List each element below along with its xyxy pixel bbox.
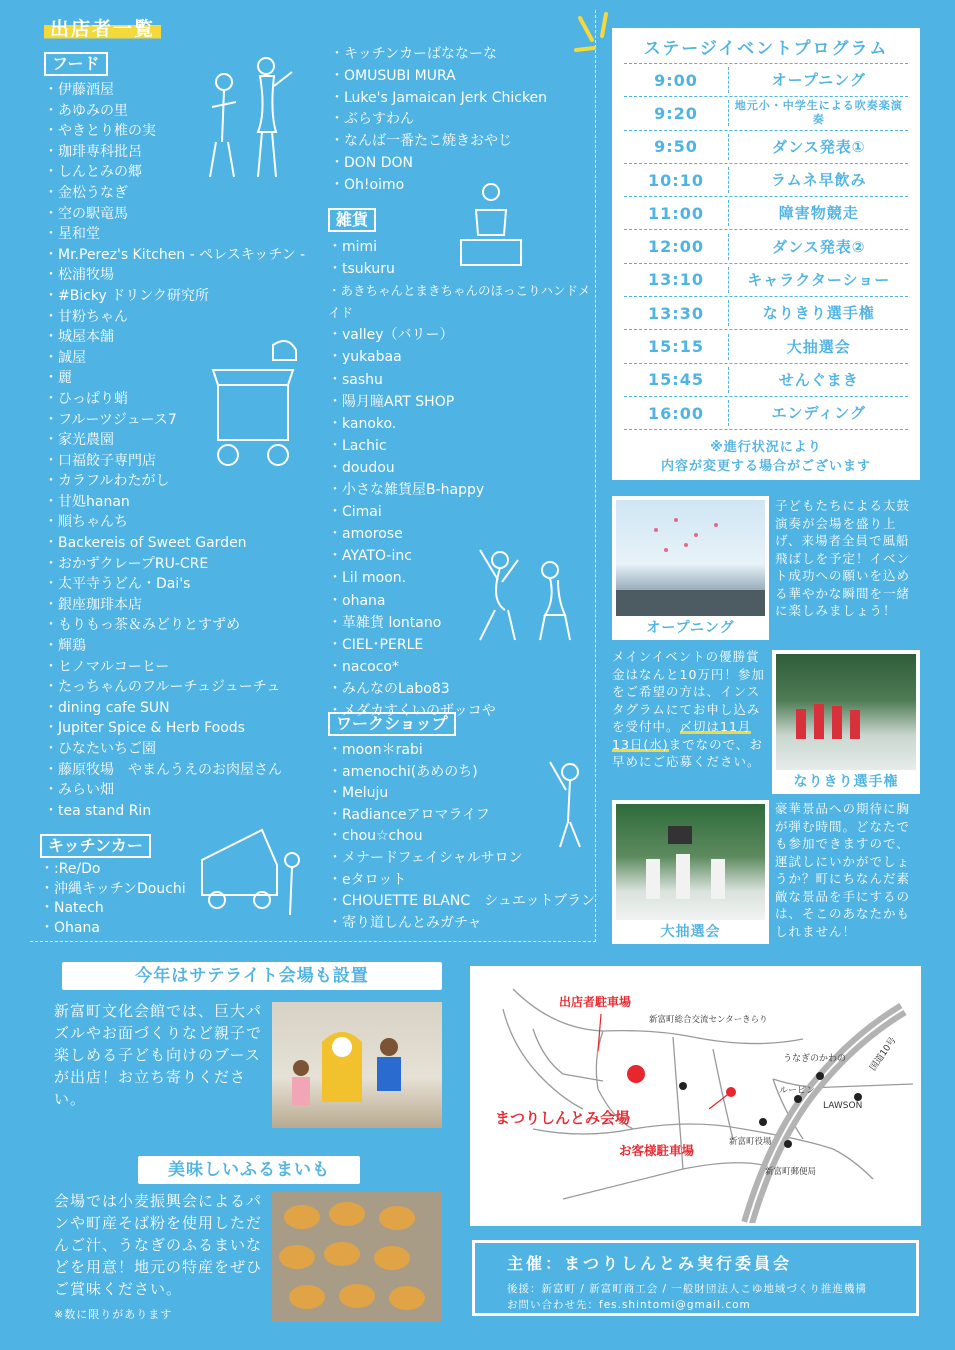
vendor-item: ・ カラフルわたがし [44, 471, 334, 492]
map-lupin: ルーピン [779, 1086, 816, 1096]
program-name: ラムネ早飲み [770, 171, 867, 190]
vendor-item: ・ Cimai [328, 501, 598, 523]
program-name: ダンス発表② [772, 237, 866, 256]
vendor-item: ・ yukabaa [328, 346, 598, 368]
vendor-item: ・ ぶらすわん [330, 109, 600, 131]
kitchencar-label: キッチンカー [40, 834, 151, 858]
vendor-item: ・ Oh!oimo [330, 175, 600, 197]
map-vendor-parking: 出店者駐車場 [559, 995, 632, 1009]
vendor-item: ・ 輝鶏 [44, 636, 334, 657]
lottery-text: 豪華景品への期待に胸が弾む時間。どなたでも参加できますので、運試しにいかがでしょうか？町にちなんだ素敵な景品を手にするのは、そこのあなたかもしれません！ [775, 801, 911, 939]
satellite-banner: 今年はサテライト会場も設置 [62, 962, 442, 990]
program-time: 13:10 [648, 270, 704, 290]
vendor-item: ・ ヒノマルコーヒー [44, 657, 334, 678]
vendor-item: ・ 伊藤酒屋 [44, 80, 334, 101]
vendor-item: ・ 甘粉ちゃん [44, 307, 334, 328]
vendor-item: ・ もりもっ茶＆みどりとすずめ [44, 615, 334, 636]
vendor-item: ・ 松浦牧場 [44, 265, 334, 286]
vendor-item: ・ eタロット [328, 870, 598, 892]
narikiri-photo-card [772, 650, 920, 794]
vendor-item: ・ mimi [328, 236, 598, 258]
program-table [624, 63, 908, 430]
vendor-item: ・ Natech [40, 899, 330, 919]
narikiri-photo [776, 654, 916, 770]
lottery-caption: 大抽選会 [660, 924, 721, 940]
venue-map [470, 966, 921, 1226]
deadline-text: 〆切は11月13日(水) [612, 719, 752, 752]
vendor-item: ・ amorose [328, 523, 598, 545]
map-lawson: LAWSON [823, 1101, 863, 1111]
vendor-item: ・ Meluju [328, 783, 598, 805]
vendor-item: ・ Lil moon. [328, 567, 598, 589]
vendor-item: ・ たっちゃんのフルーチュジューチュ [44, 677, 334, 698]
opening-caption: オープニング [646, 620, 735, 636]
program-row [624, 264, 908, 297]
vendor-item: ・ 陽月瞳ART SHOP [328, 391, 598, 413]
stage-program [612, 28, 920, 480]
vendor-item: ・ あきちゃんとまきちゃんのほっこりハンドメイド [328, 280, 598, 324]
vendor-item: ・ dining cafe SUN [44, 698, 334, 719]
food-label: フード [44, 52, 108, 76]
program-row [624, 364, 908, 397]
vendor-item: ・ 誠屋 [44, 348, 334, 369]
program-row [624, 131, 908, 164]
vendor-item: ・ 珈琲専科批呂 [44, 142, 334, 163]
program-time: 15:15 [648, 337, 704, 357]
program-time: 12:00 [648, 237, 704, 257]
organizer-support: 後援：新富町 / 新富町商工会 / 一般財団法人こゆ地域づくり推進機構 [507, 1283, 867, 1295]
vendor-item: ・ kanoko. [328, 413, 598, 435]
program-note: ※進行状況により 内容が変更する場合がございます [660, 440, 871, 475]
vendor-item: ・ :Re/Do [40, 860, 330, 880]
venue-marker [627, 1065, 645, 1083]
food2-list [330, 44, 600, 197]
vendor-item: ・ Radianceアロマライフ [328, 805, 598, 827]
vendor-item: ・ nacoco* [328, 656, 598, 678]
tasting-banner: 美味しいふるまいも [138, 1156, 360, 1184]
program-time: 9:20 [654, 103, 698, 123]
stage-title: ステージイベントプログラム [643, 39, 889, 59]
narikiri-caption: なりきり選手権 [793, 774, 899, 790]
program-name: 地元小・中学生による吹奏楽演奏 [734, 99, 903, 127]
vendor-item: ・ Luke's Jamaican Jerk Chicken [330, 88, 600, 110]
map-guest-parking: お客様駐車場 [619, 1143, 695, 1158]
vendor-item: ・ 金松うなぎ [44, 183, 334, 204]
vendor-item: ・ #Bicky ドリンク研究所 [44, 286, 334, 307]
program-row [624, 230, 908, 263]
program-name: エンディング [771, 404, 866, 423]
program-time: 16:00 [648, 403, 704, 423]
vendor-item: ・ 銀座珈琲本店 [44, 595, 334, 616]
dancers-illustration [470, 540, 580, 650]
map-postoffice: 新富町郵便局 [765, 1167, 817, 1177]
vendor-item: ・ 麗 [44, 368, 334, 389]
vendor-item: ・ 寄り道しんとみガチャ [328, 913, 598, 935]
vendor-item: ・ 空の駅竜馬 [44, 204, 334, 225]
vendor-heading: 出店者一覧 [44, 14, 161, 41]
program-row [624, 397, 908, 430]
vendor-item: ・ やきとり椎の実 [44, 121, 334, 142]
vendor-item: ・ 家光農園 [44, 430, 334, 451]
lottery-photo [616, 804, 765, 920]
satellite-photo [272, 1002, 442, 1128]
program-row [624, 197, 908, 230]
tasting-photo [272, 1192, 442, 1322]
narikiri-text: メインイベントの優勝賞金はなんと10万円！参加をご希望の方は、インスタグラムにてお申し込みを受付中。〆切は11月13日(水)までなので、お早めにご応募ください。 [612, 649, 765, 769]
food2-section [330, 44, 600, 197]
program-row [624, 164, 908, 197]
vendor-item: ・ Jupiter Spice & Herb Foods [44, 718, 334, 739]
vendor-item: ・ tea stand Rin [44, 801, 334, 822]
program-row [624, 64, 908, 97]
vendor-item: ・ あゆみの里 [44, 101, 334, 122]
vendor-item: ・ 沖縄キッチンDouchi [40, 880, 330, 900]
opening-photo-card [612, 496, 769, 640]
vendor-item: ・ moon＊rabi [328, 740, 598, 762]
program-name: 大抽選会 [786, 337, 851, 356]
vendor-item: ・ 城屋本舗 [44, 327, 334, 348]
lottery-photo-card [612, 800, 769, 944]
organizer-host: 主催：まつりしんとみ実行委員会 [507, 1254, 793, 1273]
vendor-item: ・ tsukuru [328, 258, 598, 280]
program-name: オープニング [771, 71, 866, 90]
map-center: 新富町総合交流センターきらり [649, 1015, 768, 1025]
vendor-item: ・ CIEL･PERLE [328, 634, 598, 656]
tasting-note: ※数に限りがあります [54, 1308, 173, 1321]
program-row [624, 297, 908, 330]
opening-text: 子どもたちによる太鼓演奏が会場を盛り上げ、来場者全員で風船飛ばしを予定！イベント成功への願いを込める華やかな瞬間を一緒に楽しみましょう！ [775, 498, 911, 618]
vendor-item: ・ なんば一番たこ焼きおやじ [330, 131, 600, 153]
map-townhall: 新富町役場 [729, 1137, 772, 1147]
map-unagi: うなぎのかわの [783, 1054, 847, 1064]
vendor-item: ・ DON DON [330, 153, 600, 175]
vendor-item: ・ 太平寺うどん・Dai's [44, 574, 334, 595]
sparkle-icon [572, 10, 616, 58]
vendor-item: ・ doudou [328, 457, 598, 479]
vendor-item: ・ 星和堂 [44, 224, 334, 245]
map-venue: まつりしんとみ会場 [495, 1109, 631, 1127]
vendor-item: ・ ひっぱり蛸 [44, 389, 334, 410]
program-name: キャラクターショー [747, 270, 891, 289]
vendor-item: ・ しんとみの郷 [44, 162, 334, 183]
program-row [624, 330, 908, 363]
program-name: なりきり選手権 [762, 304, 875, 323]
organizer-box [472, 1240, 919, 1316]
vendor-item: ・ Lachic [328, 435, 598, 457]
opening-photo [616, 500, 765, 616]
vendor-item: ・ メナードフェイシャルサロン [328, 848, 598, 870]
program-name: せんぐまき [778, 370, 859, 389]
vendor-item: ・ フルーツジュース7 [44, 410, 334, 431]
vendor-item: ・ キッチンカーばななーな [330, 44, 600, 66]
food-stall-illustration [208, 330, 308, 470]
program-time: 9:00 [654, 70, 698, 90]
program-time: 10:10 [648, 170, 704, 190]
program-name: ダンス発表① [772, 137, 866, 156]
vendor-item: ・ AYATO-inc [328, 545, 598, 567]
vendor-item: ・ valley（バリー） [328, 324, 598, 346]
vendor-item: ・ おかずクレープRU-CRE [44, 554, 334, 575]
program-name: 障害物競走 [778, 204, 859, 223]
map-route: 国道10号 [868, 1035, 899, 1073]
kitchen-car-illustration [192, 820, 312, 920]
workshop-label: ワークショップ [328, 712, 456, 736]
vendor-item: ・ メダカすくいのザッコや [328, 700, 598, 722]
satellite-text: 新富町文化会館では、巨大パズルやお面づくりなど親子で楽しめる子ども向けのブースが出店！お立ち寄りください。 [54, 1002, 263, 1108]
program-time: 13:30 [648, 303, 704, 323]
vendor-item: ・ 口福餃子専門店 [44, 451, 334, 472]
vendor-item: ・ 順ちゃんち [44, 512, 334, 533]
vendor-item: ・ chou☆chou [328, 826, 598, 848]
vendor-item: ・ amenochi(あめのち) [328, 762, 598, 784]
tasting-text: 会場では小麦振興会によるパンや町産そば粉を使用しただんご汁、うなぎのふるまいなどを用意！地元の特産をぜひご賞味ください。 [54, 1192, 263, 1298]
vendor-item: ・ ohana [328, 590, 598, 612]
vendor-item: ・ sashu [328, 369, 598, 391]
vendor-item: ・ 甘処hanan [44, 492, 334, 513]
vendor-item: ・ Ohana [40, 919, 330, 939]
vendor-item: ・ Mr.Perez's Kitchen - ペレスキッチン - [44, 245, 334, 266]
program-time: 9:50 [654, 137, 698, 157]
vendor-item: ・ Backereis of Sweet Garden [44, 533, 334, 554]
vendor-item: ・ みらい畑 [44, 780, 334, 801]
program-time: 15:45 [648, 370, 704, 390]
vendor-item: ・ みんなのLabo83 [328, 678, 598, 700]
people-food-illustration [196, 52, 306, 182]
vendor-item: ・ 藤原牧場 やまんうえのお肉屋さん [44, 760, 334, 781]
vendor-item: ・ CHOUETTE BLANC シュエットブラン [328, 891, 598, 913]
workshop-illustration [530, 752, 600, 852]
goods-label: 雑貨 [328, 208, 376, 232]
program-row [624, 97, 908, 130]
goods-illustration [456, 180, 526, 270]
vendor-item: ・ 小さな雑貨屋B-happy [328, 479, 598, 501]
organizer-contact: お問い合わせ先：fes.shintomi@gmail.com [507, 1299, 751, 1311]
program-time: 11:00 [648, 203, 704, 223]
vendor-item: ・ ひなたいちご園 [44, 739, 334, 760]
vendor-item: ・ OMUSUBI MURA [330, 66, 600, 88]
vendor-item: ・ 革雑貨 lontano [328, 612, 598, 634]
